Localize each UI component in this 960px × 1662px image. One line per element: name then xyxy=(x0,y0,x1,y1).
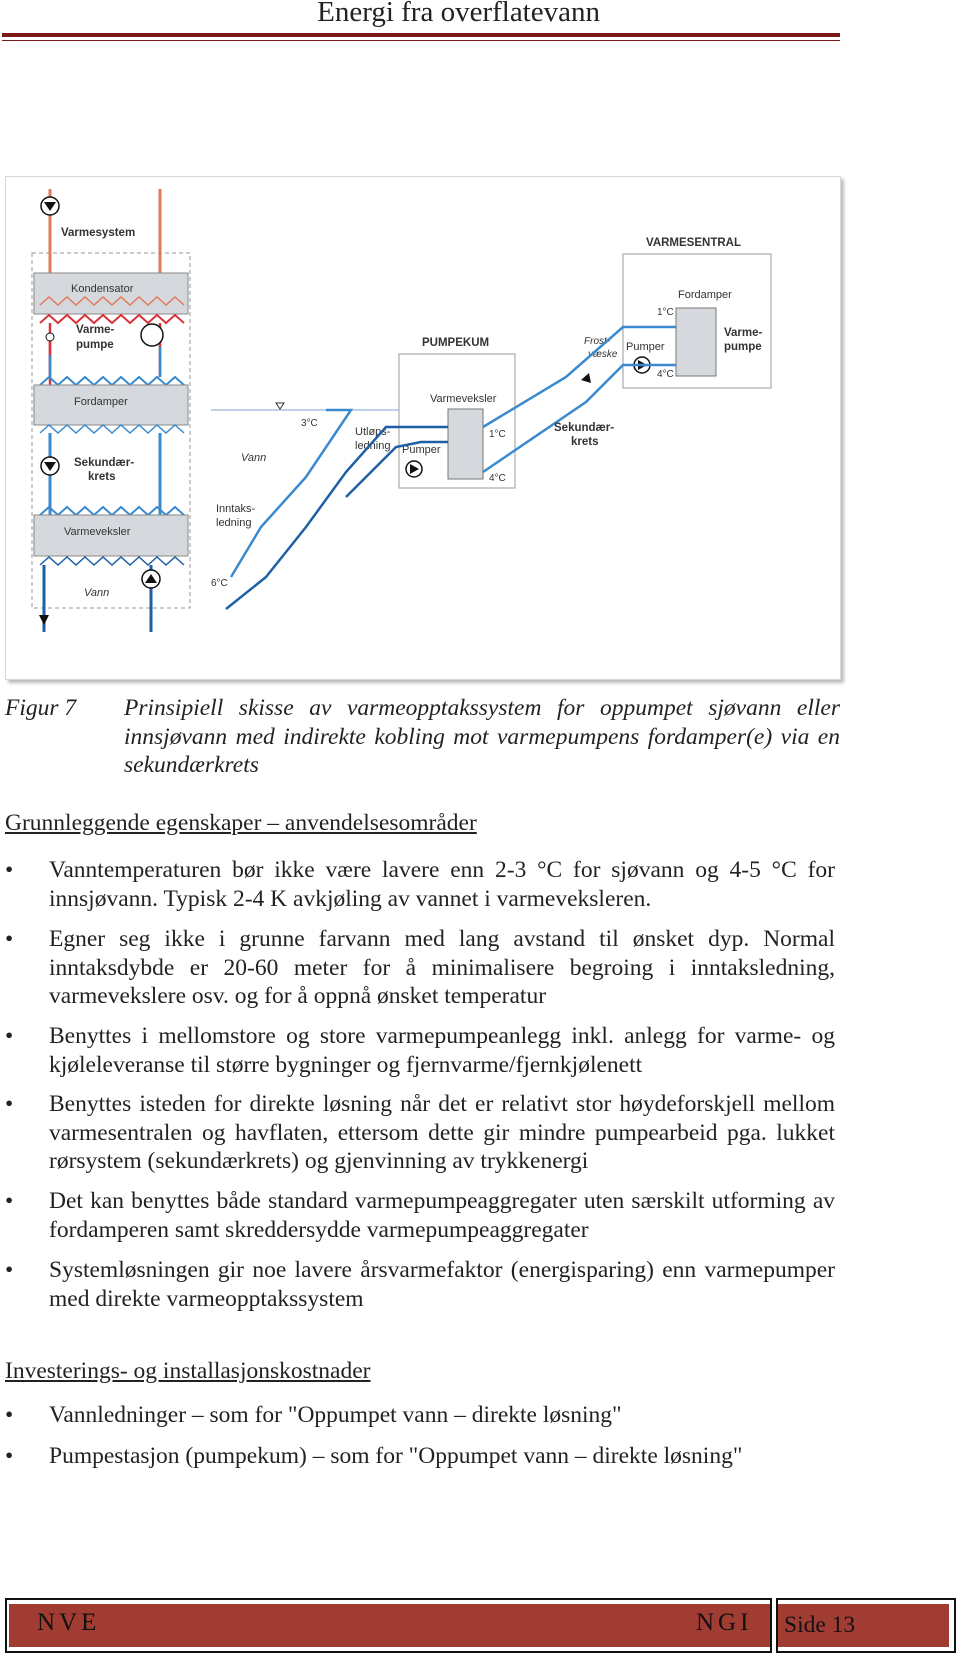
label-pumper-right: Pumper xyxy=(626,341,665,353)
label-fordamper-right: Fordamper xyxy=(678,289,732,301)
header-rule-thick xyxy=(2,33,840,37)
fordamper-coil xyxy=(40,425,184,433)
arrow-up-icon xyxy=(581,373,591,383)
label-utlop-2: ledning xyxy=(355,440,391,452)
footer-separator xyxy=(770,1598,778,1653)
footer-nve: NVE xyxy=(37,1609,101,1636)
list-item-text: Benyttes isteden for direkte løsning når det er relativt stor høydeforskjell mellom varmesentralen og havflaten, ettersom dette gir mindre pumpearbeid pga. lukket rørsystem (sekundærkrets) og gjenvinning av trykkenergi xyxy=(49,1091,835,1174)
label-inntak-1: Inntaks- xyxy=(216,503,256,515)
varmeveksler-mid-box xyxy=(448,409,483,479)
figure-diagram xyxy=(5,176,841,680)
page-title: Energi fra overflatevann xyxy=(317,0,600,28)
label-temp-6c: 6°C xyxy=(211,578,228,589)
list-item-text: Det kan benyttes både standard varmepumpeaggregater uten særskilt utforming av fordamperen samt skreddersydde varmepumpeaggregater xyxy=(49,1188,835,1243)
header-rule-thin xyxy=(2,40,840,41)
heat-pump-diagram xyxy=(6,177,840,679)
label-varmepumpe-left-1: Varme- xyxy=(76,324,115,336)
label-temp-1c-mid: 1°C xyxy=(489,429,506,440)
label-temp-1c-right: 1°C xyxy=(657,307,674,318)
bullet-marker: • xyxy=(5,1188,14,1214)
section-heading-properties: Grunnleggende egenskaper – anvendelsesområder xyxy=(5,810,477,836)
bullet-marker: • xyxy=(5,1023,14,1049)
label-utlop-1: Utløps- xyxy=(355,426,391,438)
secondary-pump-icon xyxy=(41,457,59,475)
varmeveksler-coil-top xyxy=(40,507,184,515)
list-item-text: Vanntemperaturen bør ikke være lavere enn 2-3 °C for sjøvann og 4-5 °C for innsjøvann. Typisk 2-4 K avkjøling av vannet i varmeveksleren. xyxy=(49,857,835,912)
page-number: Side 13 xyxy=(784,1612,856,1638)
label-frost-2: væske xyxy=(588,349,618,360)
label-temp-4c-right: 4°C xyxy=(657,369,674,380)
bullet-marker: • xyxy=(5,1091,14,1117)
kondensator-coil xyxy=(40,315,184,323)
label-frost-1: Frost- xyxy=(584,336,611,347)
label-varmeveksler-left: Varmeveksler xyxy=(64,526,131,538)
outlet-pipe xyxy=(231,410,351,577)
arrow-down-icon xyxy=(39,615,49,625)
label-varmesystem: Varmesystem xyxy=(61,227,136,239)
pump-mid-icon xyxy=(406,461,422,477)
label-varmeveksler-mid: Varmeveksler xyxy=(430,393,497,405)
label-varmepumpe-right-2: pumpe xyxy=(724,341,762,353)
list-item-text: Egner seg ikke i grunne farvann med lang avstand til ønsket dyp. Normal inntaksdybde er 20-60 meter for å minimalisere begroing i inntaksledning, varmevekslere osv. og for å oppnå ønsket temperatur xyxy=(49,926,835,1009)
figure-caption-text: Prinsipiell skisse av varmeopptakssystem for oppumpet sjøvann eller innsjøvann med indirekte kobling mot varmepumpens fordamper(e) via en sekundærkrets xyxy=(124,695,840,778)
intake-pump-icon xyxy=(142,570,160,588)
footer-ngi: NGI xyxy=(696,1609,753,1636)
expansion-valve-icon xyxy=(46,333,54,341)
label-sekundaer-mid-2: krets xyxy=(571,436,599,448)
label-varmepumpe-left-2: pumpe xyxy=(76,339,114,351)
fordamper-coil-top xyxy=(40,377,184,385)
label-pumper-mid: Pumper xyxy=(402,444,441,456)
bullet-marker: • xyxy=(5,1402,14,1428)
label-pumpekum: PUMPEKUM xyxy=(422,337,490,349)
label-sekundaer-left-2: krets xyxy=(88,471,116,483)
bullet-marker: • xyxy=(5,1257,14,1283)
label-vann-bottom: Vann xyxy=(84,587,110,599)
pump-icon xyxy=(41,197,59,215)
bullet-marker: • xyxy=(5,857,14,883)
label-varmesentral: VARMESENTRAL xyxy=(646,237,741,249)
label-temp-4c-mid: 4°C xyxy=(489,473,506,484)
list-item-text: Benyttes i mellomstore og store varmepumpeanlegg inkl. anlegg for varme- og kjøleleveranse til større bygninger og fjernvarme/fjernkjølenett xyxy=(49,1023,835,1078)
varmeveksler-coil xyxy=(40,557,184,565)
bullet-marker: • xyxy=(5,926,14,952)
label-inntak-2: ledning xyxy=(216,517,252,529)
list-item-text: Systemløsningen gir noe lavere årsvarmefaktor (energisparing) enn varmepumper med direkte varmeopptakssystem xyxy=(49,1257,835,1312)
label-varmepumpe-right-1: Varme- xyxy=(724,327,763,339)
compressor-icon xyxy=(141,324,163,346)
label-sekundaer-left-1: Sekundær- xyxy=(74,457,135,469)
section-heading-costs: Investerings- og installasjonskostnader xyxy=(5,1358,371,1384)
water-level-icon xyxy=(276,403,284,409)
figure-label: Figur 7 xyxy=(5,695,77,721)
label-kondensator: Kondensator xyxy=(71,283,134,295)
list-item-text: Vannledninger – som for "Oppumpet vann – direkte løsning" xyxy=(49,1402,622,1428)
bullet-marker: • xyxy=(5,1443,14,1469)
label-fordamper-left: Fordamper xyxy=(74,396,128,408)
fordamper-right-box xyxy=(676,308,716,376)
label-temp-3c: 3°C xyxy=(301,418,318,429)
list-item-text: Pumpestasjon (pumpekum) – som for "Oppumpet vann – direkte løsning" xyxy=(49,1443,743,1469)
label-sekundaer-mid-1: Sekundær- xyxy=(554,422,615,434)
label-vann-mid: Vann xyxy=(241,452,267,464)
